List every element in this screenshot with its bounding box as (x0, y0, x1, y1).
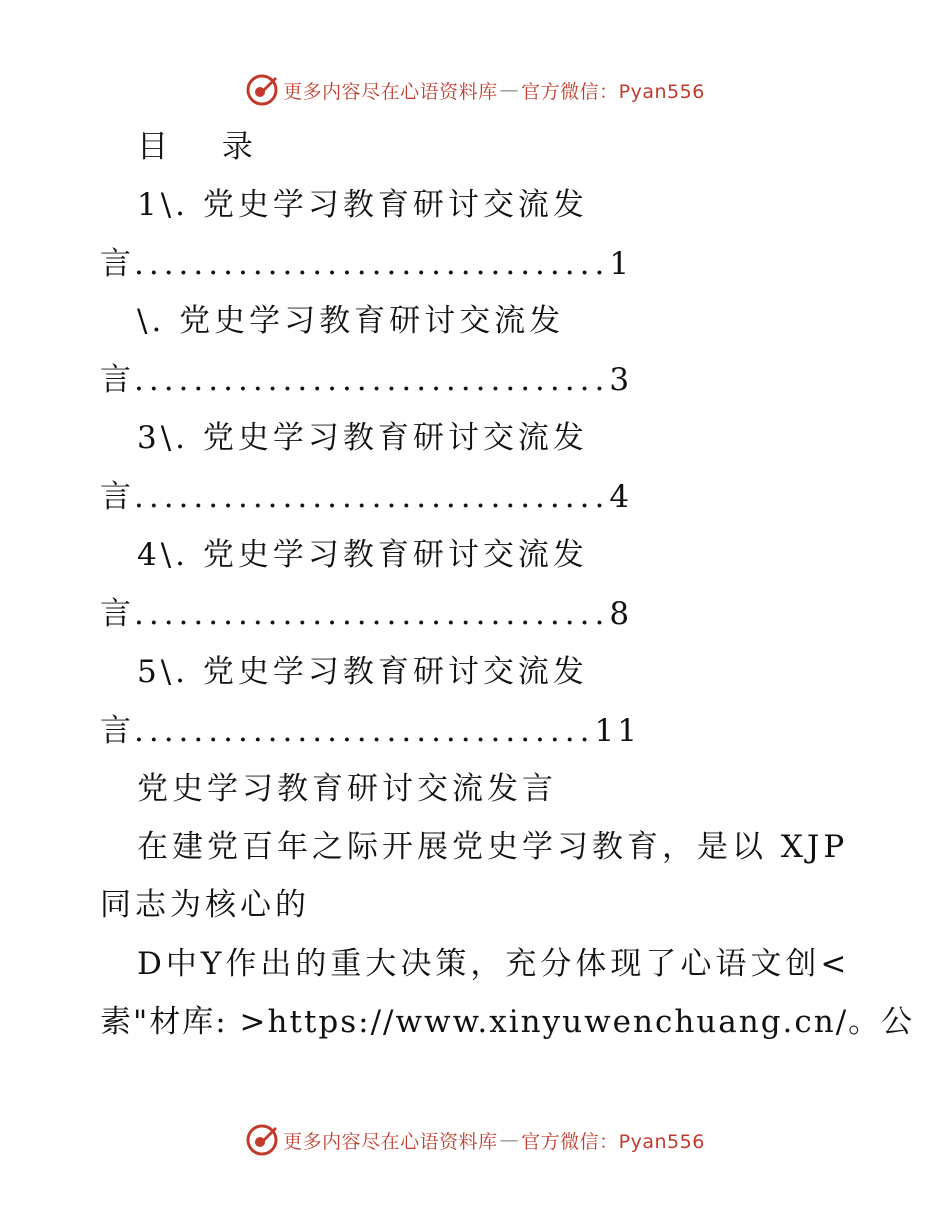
banner-dash: — (499, 79, 520, 101)
toc-entry-label: 1\. 党史学习教育研讨交流发 (137, 187, 588, 223)
toc-entry-leader (100, 360, 632, 400)
toc-title: 目 录 (137, 129, 275, 165)
toc-entry-dots: ................................ (134, 246, 610, 282)
toc-entry-page: 11 (594, 713, 640, 749)
banner-wechat: 官方微信：Pyan556 (521, 1130, 705, 1153)
toc-entry-tail: 言 (100, 596, 134, 632)
toc-entry-leader (100, 244, 632, 284)
toc-entry-page: 4 (609, 479, 633, 515)
paragraph-line: 在建党百年之际开展党史学习教育，是以 XJP (137, 829, 849, 865)
toc-entry-leader (100, 711, 640, 751)
toc-entry-dots: ................................ (134, 596, 610, 632)
paragraph-line: D中Y作出的重大决策，充分体现了心语文创< (137, 946, 851, 982)
banner-text: 更多内容尽在心语资料库 (283, 1130, 498, 1153)
paragraph-line: 同志为核心的 (100, 887, 310, 923)
toc-entry-label: 5\. 党史学习教育研讨交流发 (137, 654, 588, 690)
toc-entry-dots: ............................... (134, 713, 595, 749)
toc-entry-dots: ................................ (134, 362, 610, 398)
toc-entry-page: 8 (609, 596, 633, 632)
toc-entry-label: \. 党史学习教育研讨交流发 (137, 303, 565, 339)
paragraph-line: 素"材库: >https://www.xinyuwenchuang.cn/。公 (100, 1004, 915, 1040)
toc-entry-page: 1 (609, 246, 633, 282)
banner-wechat: 官方微信：Pyan556 (521, 80, 705, 103)
section-heading: 党史学习教育研讨交流发言 (137, 771, 557, 807)
pen-logo-icon (245, 1123, 279, 1157)
toc-entry-tail: 言 (100, 713, 134, 749)
toc-entry-tail: 言 (100, 479, 134, 515)
toc-entry-dots: ................................ (134, 479, 610, 515)
toc-entry-page: 3 (609, 362, 633, 398)
toc-entry-label: 3\. 党史学习教育研讨交流发 (137, 420, 588, 456)
banner-text: 更多内容尽在心语资料库 (283, 80, 498, 103)
toc-entry-tail: 言 (100, 246, 134, 282)
toc-entry-label: 4\. 党史学习教育研讨交流发 (137, 537, 588, 573)
toc-entry-leader (100, 594, 632, 634)
toc-entry-tail: 言 (100, 362, 134, 398)
banner-dash: — (499, 1129, 520, 1151)
footer-banner (0, 1120, 950, 1160)
toc-entry-leader (100, 477, 632, 517)
